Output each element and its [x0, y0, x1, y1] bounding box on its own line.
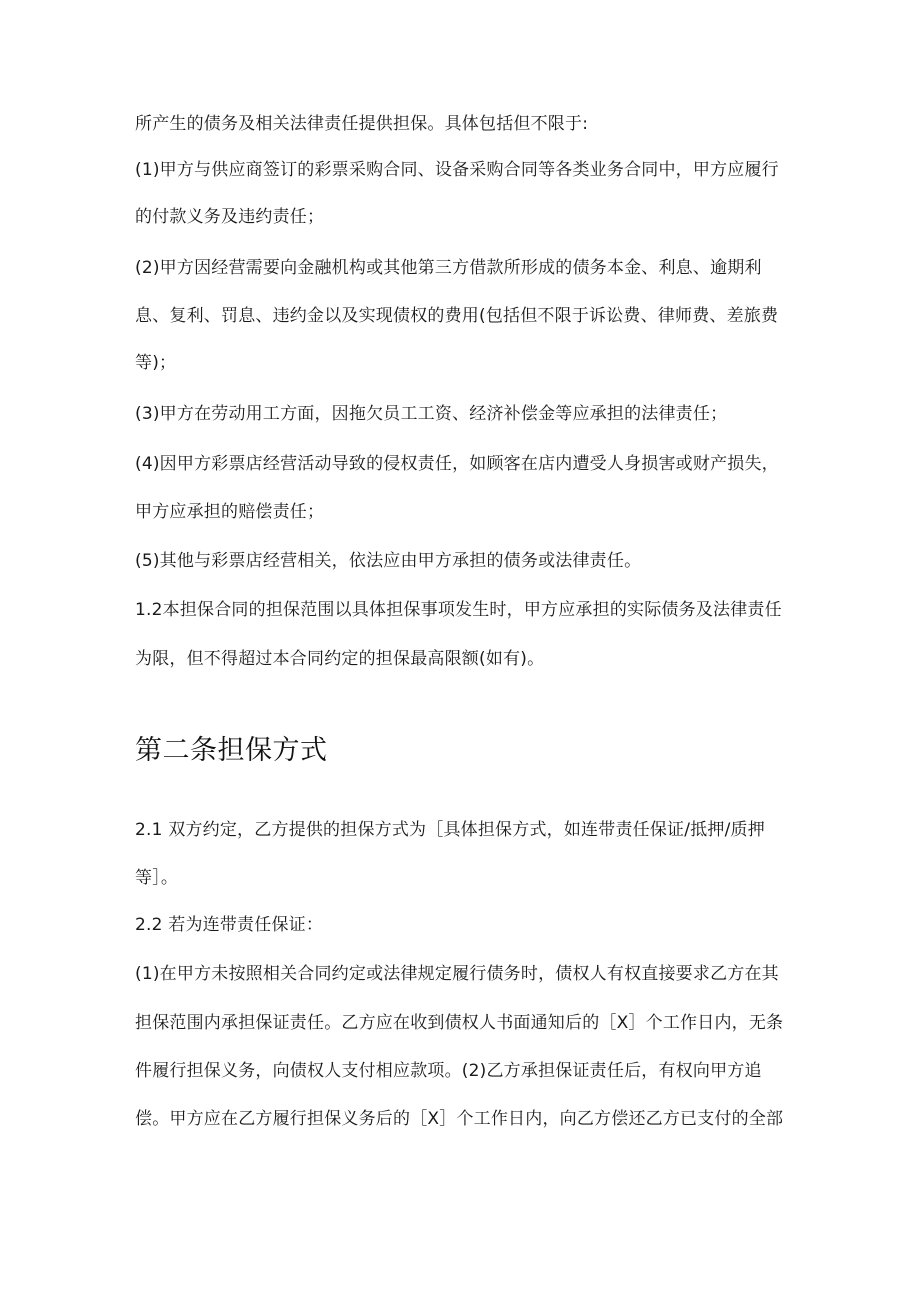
paragraph-line: (3)甲方在劳动用工方面，因拖欠员工工资、经济补偿金等应承担的法律责任；	[135, 404, 728, 424]
paragraph-line: 2.2 若为连带责任保证：	[135, 915, 324, 935]
paragraph-line: (5)其他与彩票店经营相关，依法应由甲方承担的债务或法律责任。	[135, 551, 642, 571]
paragraph-line: 件履行担保义务，向债权人支付相应款项。(2)乙方承担保证责任后，有权向甲方追	[135, 1061, 762, 1081]
paragraph-line: 担保范围内承担保证责任。乙方应在收到债权人书面通知后的［X］个工作日内，无条	[135, 1013, 784, 1033]
paragraph-line: 1.2本担保合同的担保范围以具体担保事项发生时，甲方应承担的实际债务及法律责任	[135, 600, 782, 620]
paragraph-line: 的付款义务及违约责任；	[135, 207, 325, 227]
paragraph-line: (4)因甲方彩票店经营活动导致的侵权责任，如顾客在店内遭受人身损害或财产损失，	[135, 454, 779, 474]
paragraph-line: 甲方应承担的赔偿责任；	[135, 502, 325, 522]
paragraph-line: 为限，但不得超过本合同约定的担保最高限额(如有)。	[135, 649, 545, 669]
paragraph-line: 等］。	[135, 868, 179, 888]
paragraph-line: 等)；	[135, 353, 177, 373]
paragraph-line: (1)甲方与供应商签订的彩票采购合同、设备采购合同等各类业务合同中，甲方应履行	[135, 160, 779, 180]
paragraph-line: 偿。甲方应在乙方履行担保义务后的［X］个工作日内，向乙方偿还乙方已支付的全部	[135, 1109, 784, 1129]
section-heading: 第二条担保方式	[135, 735, 328, 766]
paragraph-line: 2.1 双方约定，乙方提供的担保方式为［具体担保方式，如连带责任保证/抵押/质押	[135, 820, 765, 840]
paragraph-line: (1)在甲方未按照相关合同约定或法律规定履行债务时，债权人有权直接要求乙方在其	[135, 964, 779, 984]
paragraph-line: (2)甲方因经营需要向金融机构或其他第三方借款所形成的债务本金、利息、逾期利	[135, 258, 762, 278]
paragraph-line: 所产生的债务及相关法律责任提供担保。具体包括但不限于:	[135, 114, 589, 134]
paragraph-line: 息、复利、罚息、违约金以及实现债权的费用(包括但不限于诉讼费、律师费、差旅费	[135, 306, 779, 326]
